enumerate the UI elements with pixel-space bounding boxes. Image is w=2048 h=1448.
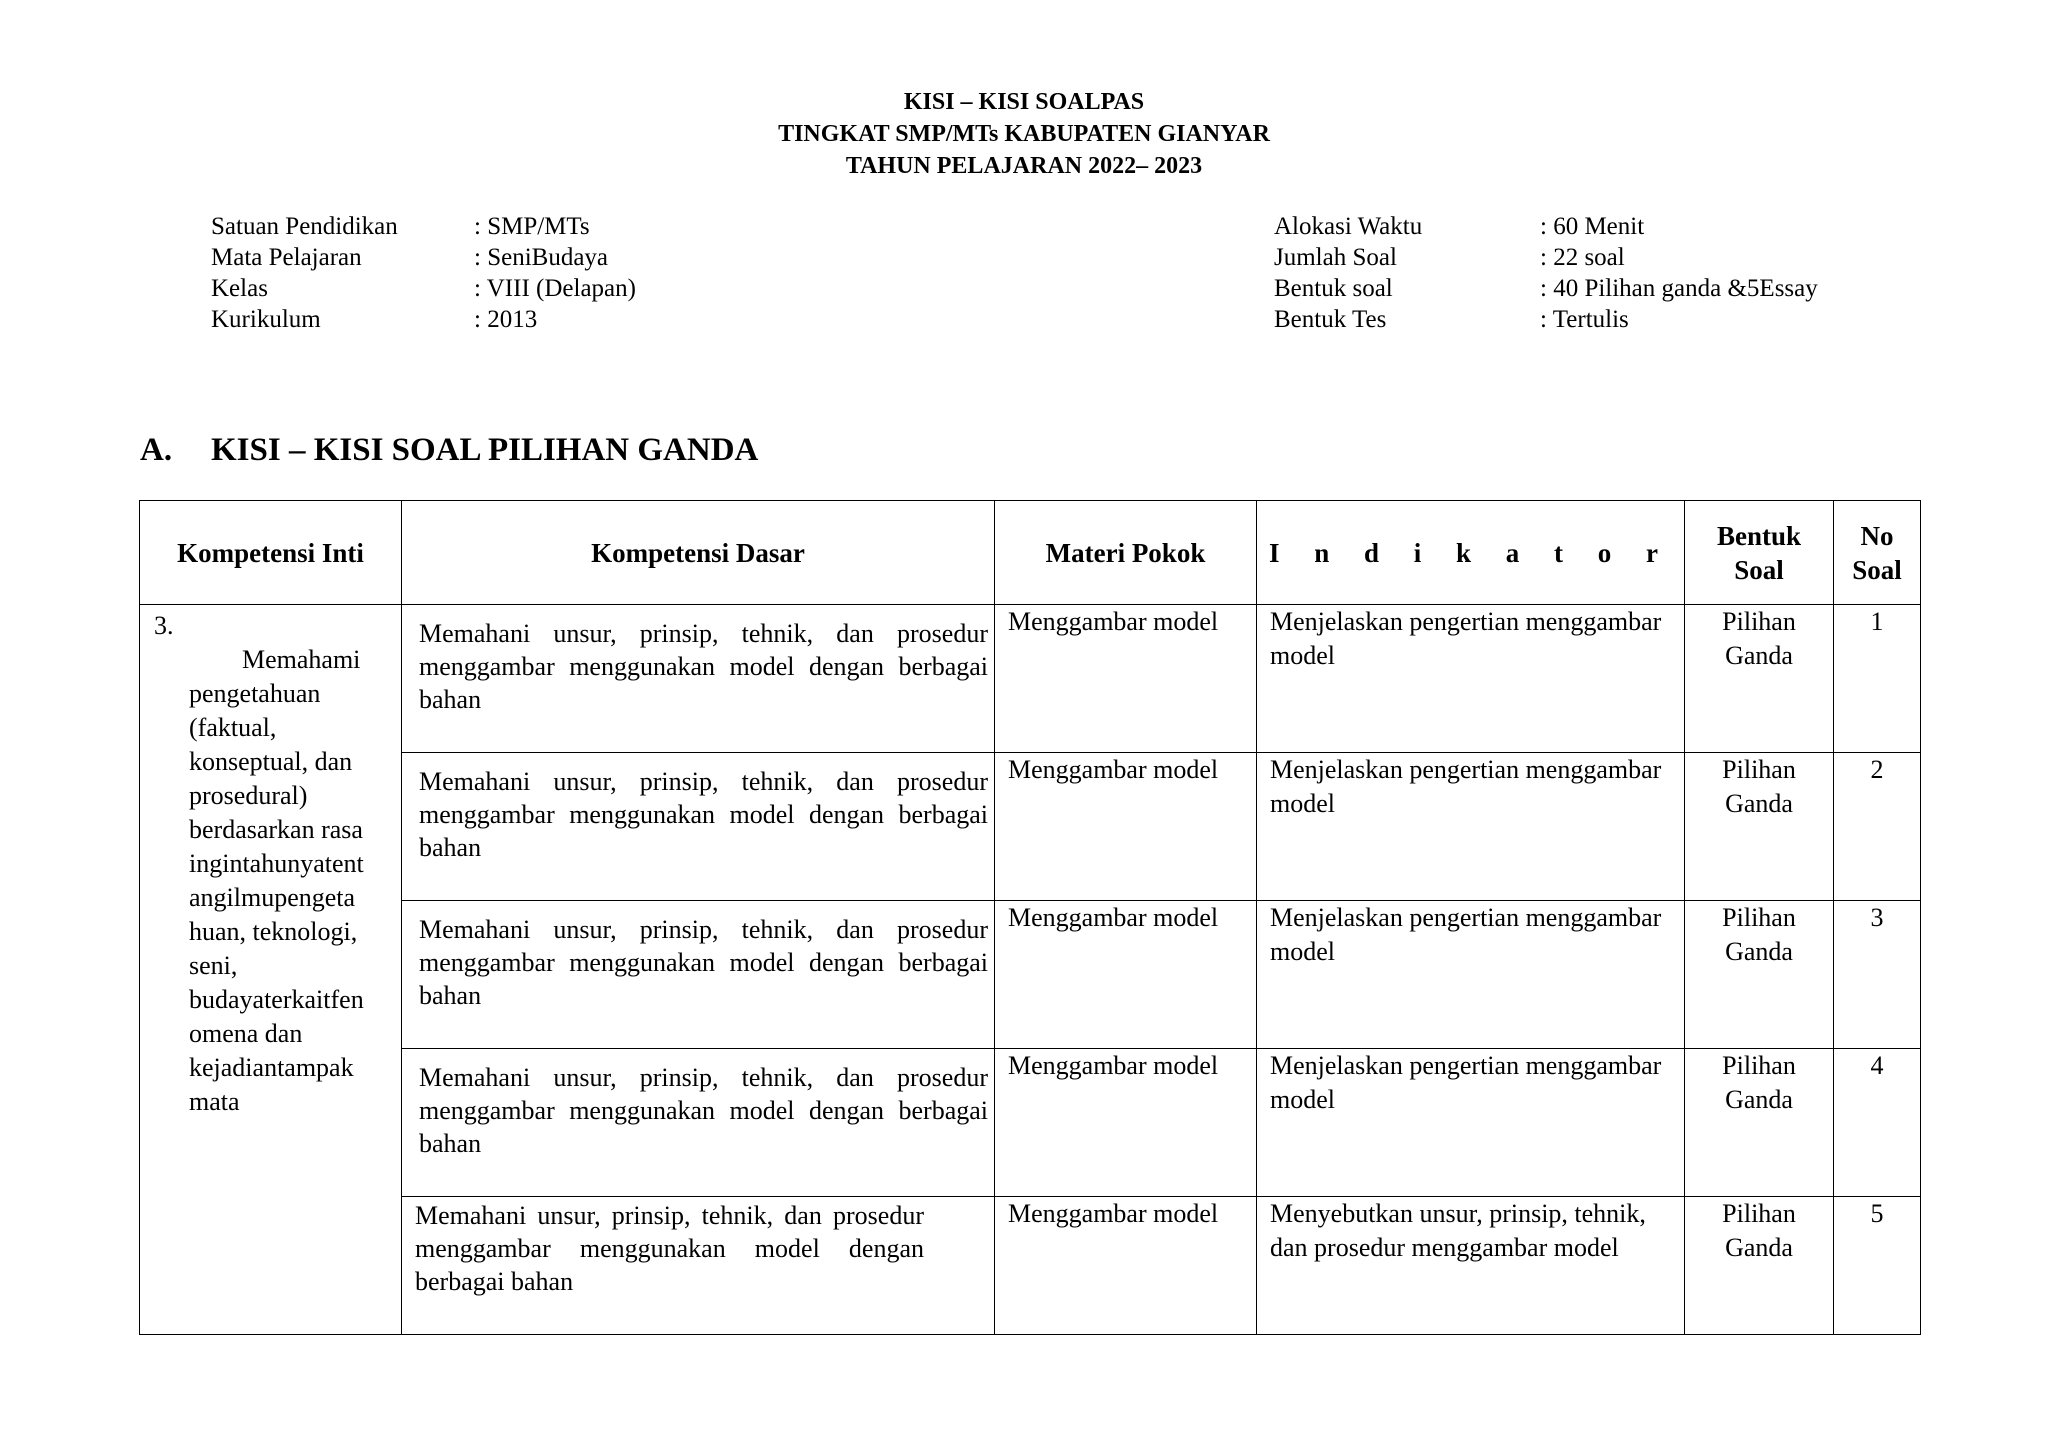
header-line-1: KISI – KISI SOALPAS [903,89,1145,115]
bentuk-soal-cell: Pilihan Ganda [1685,1197,1834,1335]
meta-value: : 40 Pilihan ganda &5Essay [1540,275,1818,302]
section-heading: KISI – KISI SOAL PILIHAN GANDA [211,432,759,468]
materi-pokok-cell: Menggambar model [995,605,1257,753]
table-row [140,901,1921,1049]
materi-pokok-cell: Menggambar model [995,1049,1257,1197]
meta-row [211,273,636,304]
no-soal-cell: 4 [1834,1049,1921,1197]
meta-row [1274,304,1818,335]
kompetensi-inti-cell [140,605,402,1335]
header-line-2: TINGKAT SMP/MTs KABUPATEN GIANYAR [778,121,1270,147]
meta-value: : SeniBudaya [474,244,609,271]
indikator-cell: Menjelaskan pengertian menggambar model [1257,1049,1685,1197]
meta-label: Bentuk Tes [1274,306,1387,333]
bentuk-soal-cell: Pilihan Ganda [1685,753,1834,901]
meta-label: Mata Pelajaran [211,244,362,271]
kompetensi-dasar-cell: Memahani unsur, prinsip, tehnik, dan prosedur menggambar menggunakan model dengan berbagai bahan [402,1049,995,1197]
meta-row [1274,273,1818,304]
materi-pokok-cell: Menggambar model [995,753,1257,901]
indikator-cell: Menjelaskan pengertian menggambar model [1257,605,1685,753]
meta-row [1274,242,1818,273]
meta-row [1274,211,1818,242]
table-row [140,605,1921,753]
no-soal-cell: 5 [1834,1197,1921,1335]
meta-label: Alokasi Waktu [1274,213,1423,240]
header-indikator: I n d i k a t o r [1257,501,1685,605]
no-soal-cell: 3 [1834,901,1921,1049]
meta-value: : 22 soal [1540,244,1625,271]
kompetensi-inti-text: Memahami pengetahuan (faktual, konseptual, dan prosedural) berdasarkan rasa ingintahunyatent angilmupengeta huan, teknologi, seni, budayaterkaitfen omena dan kejadiantampak mata [189,645,364,1116]
indikator-cell: Menjelaskan pengertian menggambar model [1257,753,1685,901]
meta-value: : SMP/MTs [474,213,590,240]
bentuk-soal-cell: Pilihan Ganda [1685,1049,1834,1197]
header-kompetensi-dasar: Kompetensi Dasar [402,501,995,605]
materi-pokok-cell: Menggambar model [995,1197,1257,1335]
table-header-row [140,501,1921,605]
meta-row [211,242,636,273]
meta-value: : Tertulis [1540,306,1629,333]
header-bentuk-line-1: Bentuk [1716,520,1802,551]
kompetensi-dasar-cell: Memahani unsur, prinsip, tehnik, dan prosedur menggambar menggunakan model dengan berbagai bahan [402,901,995,1049]
meta-value: : 2013 [474,306,538,333]
header-no-line-2: Soal [1852,554,1902,585]
meta-value: : 60 Menit [1540,213,1645,240]
table-row [140,1049,1921,1197]
bentuk-soal-cell: Pilihan Ganda [1685,901,1834,1049]
indikator-cell: Menjelaskan pengertian menggambar model [1257,901,1685,1049]
meta-label: Bentuk soal [1274,275,1393,302]
no-soal-cell: 2 [1834,753,1921,901]
meta-label: Satuan Pendidikan [211,213,398,240]
header-bentuk-soal [1685,501,1834,605]
header-no-soal [1834,501,1921,605]
section-letter: A. [140,432,173,468]
kompetensi-dasar-cell: Memahani unsur, prinsip, tehnik, dan prosedur menggambar menggunakan model dengan berbagai bahan [402,1197,995,1335]
header-bentuk-line-2: Soal [1734,554,1784,585]
meta-label: Jumlah Soal [1274,244,1397,271]
meta-row [211,304,636,335]
kompetensi-inti-number: 3. [154,611,174,640]
kisi-table [139,500,1921,1335]
header-no-line-1: No [1860,520,1894,551]
section-title [140,428,758,472]
header-materi-pokok: Materi Pokok [995,501,1257,605]
header-line-3: TAHUN PELAJARAN 2022– 2023 [845,153,1203,179]
meta-label: Kelas [211,275,268,302]
meta-value: : VIII (Delapan) [474,275,636,302]
meta-label: Kurikulum [211,306,321,333]
bentuk-soal-cell: Pilihan Ganda [1685,605,1834,753]
meta-right-block [1274,211,1818,335]
table-row [140,753,1921,901]
meta-left-block [211,211,636,335]
table-row [140,1197,1921,1335]
kompetensi-dasar-cell: Memahani unsur, prinsip, tehnik, dan prosedur menggambar menggunakan model dengan berbagai bahan [402,753,995,901]
materi-pokok-cell: Menggambar model [995,901,1257,1049]
header-kompetensi-inti: Kompetensi Inti [140,501,402,605]
meta-row [211,211,636,242]
indikator-cell: Menyebutkan unsur, prinsip, tehnik, dan prosedur menggambar model [1257,1197,1685,1335]
document-header [0,86,2048,182]
no-soal-cell: 1 [1834,605,1921,753]
kompetensi-dasar-cell: Memahani unsur, prinsip, tehnik, dan prosedur menggambar menggunakan model dengan berbagai bahan [402,605,995,753]
